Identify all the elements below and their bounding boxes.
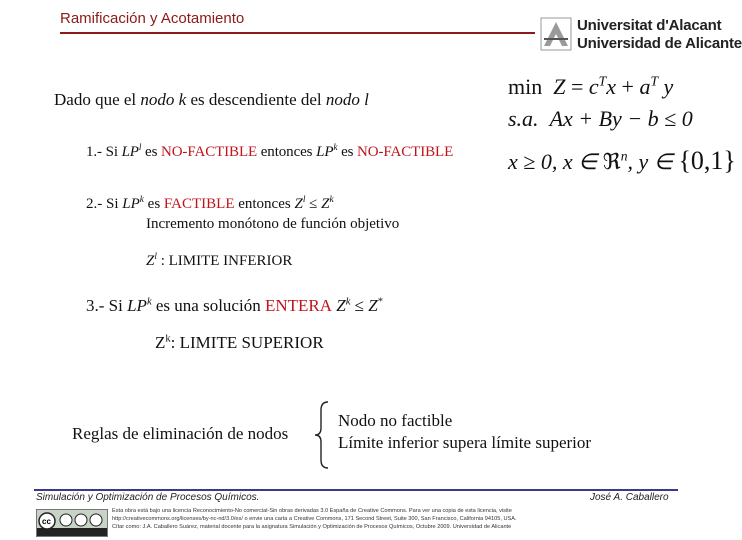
problem-formulation bbox=[508, 72, 736, 182]
sup-k-2: k bbox=[345, 296, 351, 308]
y-var: y bbox=[658, 74, 674, 99]
item3-a: 3.- Si bbox=[86, 296, 128, 315]
left-brace-icon bbox=[312, 400, 332, 470]
upper-bound-text: : LIMITE SUPERIOR bbox=[170, 333, 324, 352]
z-k: Z bbox=[332, 296, 346, 315]
pruning-rule-2: Límite inferior supera límite superior bbox=[338, 433, 592, 452]
infeasible-label-1: NO-FACTIBLE bbox=[160, 144, 258, 160]
objective-var: Z bbox=[553, 74, 566, 99]
min-label: min bbox=[508, 74, 543, 99]
pruning-rule-1: Nodo no factible bbox=[338, 411, 453, 430]
lp-label: LP bbox=[121, 144, 139, 160]
lower-bound-label bbox=[146, 253, 292, 270]
c-var: c bbox=[588, 74, 599, 99]
a-var: a bbox=[639, 74, 651, 99]
subject-to-label: s.a. bbox=[508, 106, 539, 131]
monotone-note: Incremento monótono de función objetivo bbox=[146, 216, 400, 232]
node-k: nodo k bbox=[140, 90, 187, 109]
university-emblem-icon bbox=[541, 18, 571, 50]
rule-item-1 bbox=[86, 144, 453, 161]
sup-l: l bbox=[302, 195, 306, 205]
page-title: Ramificación y Acotamiento bbox=[60, 10, 245, 27]
license-line: Esta obra está bajo una licencia Reconocimiento-No comercial-Sin obras derivadas 3.0 España de Creative Commons. Para ver una copia de esta licencia, visite bbox=[112, 508, 512, 514]
author-name: José A. Caballero bbox=[590, 492, 669, 503]
feasible-label: FACTIBLE bbox=[163, 196, 235, 212]
x-domain: x ≥ 0, x ∈ bbox=[508, 149, 603, 174]
constraint-expr: Ax + By − b ≤ 0 bbox=[549, 106, 693, 131]
binary-set: {0,1} bbox=[678, 146, 736, 175]
course-name: Simulación y Optimización de Procesos Químicos. bbox=[36, 492, 260, 503]
infeasible-label-2: NO-FACTIBLE bbox=[357, 144, 454, 160]
footer-divider bbox=[34, 489, 678, 491]
plus-sign: + bbox=[616, 74, 640, 99]
transpose-2: T bbox=[650, 73, 659, 89]
university-logo bbox=[541, 16, 742, 54]
sup-l: l bbox=[138, 143, 142, 153]
z-var: Z bbox=[155, 333, 166, 352]
logo-line-2: Universidad de Alicante bbox=[577, 35, 742, 52]
sup-k: k bbox=[165, 333, 171, 345]
license-line: http://creativecommons.org/licenses/by-nc-nd/3.0/es/ o envie una carta a Creative Commons, 171 Second Street, Suite 300, San Francisco, California 94105, USA. bbox=[112, 516, 517, 522]
item3-b: es una solución bbox=[151, 296, 265, 315]
eq-sign: = bbox=[565, 74, 589, 99]
item1-a: 1.- Si bbox=[86, 144, 122, 160]
sup-k: k bbox=[333, 143, 338, 153]
reals-symbol: ℜ bbox=[602, 149, 621, 174]
intro-c: es descendiente del bbox=[186, 90, 326, 109]
item2-b: es bbox=[143, 196, 164, 212]
rule-item-2 bbox=[86, 196, 334, 213]
x-var: x bbox=[606, 74, 617, 99]
le-sign: ≤ bbox=[305, 196, 322, 212]
item1-c: entonces bbox=[257, 144, 317, 160]
sup-k: k bbox=[139, 195, 144, 205]
license-line: Cítar como: J.A. Caballero Suárez, material docente para la asignatura Simulación y Optimización de Procesos Químicos, Octubre 2009. Universidad de Alicante bbox=[112, 524, 512, 530]
z-k: Z bbox=[321, 196, 330, 212]
svg-text:cc: cc bbox=[42, 517, 51, 526]
rule-item-3 bbox=[86, 296, 383, 316]
intro-text bbox=[54, 90, 369, 110]
z-l: Z bbox=[294, 196, 303, 212]
z-star: Z bbox=[368, 296, 378, 315]
sup-l: l bbox=[154, 252, 157, 262]
integer-label: ENTERA bbox=[264, 296, 332, 315]
intro-a: Dado que el bbox=[54, 90, 141, 109]
node-l: nodo l bbox=[325, 90, 369, 109]
item2-a: 2.- Si bbox=[86, 196, 123, 212]
dimension-n: n bbox=[620, 148, 628, 164]
lp-label-2: LP bbox=[316, 144, 334, 160]
creative-commons-badge-icon[interactable] bbox=[36, 509, 108, 537]
objective-line bbox=[508, 74, 673, 100]
license-notice bbox=[112, 507, 677, 531]
logo-line-1: Universitat d'Alacant bbox=[577, 17, 722, 34]
z-var: Z bbox=[146, 253, 155, 269]
lower-bound-text: : LIMITE INFERIOR bbox=[156, 253, 293, 269]
domain-line bbox=[508, 146, 736, 176]
pruning-rules-label: Reglas de eliminación de nodos bbox=[72, 424, 289, 443]
constraint-line bbox=[508, 106, 693, 132]
lp-label: LP bbox=[127, 296, 147, 315]
item1-d: es bbox=[337, 144, 358, 160]
star-symbol: * bbox=[377, 296, 383, 308]
sup-k-2: k bbox=[329, 195, 334, 205]
lp-label: LP bbox=[122, 196, 140, 212]
le-sign: ≤ bbox=[350, 296, 369, 315]
upper-bound-label bbox=[155, 333, 324, 353]
item2-c: entonces bbox=[234, 196, 295, 212]
transpose-1: T bbox=[598, 73, 607, 89]
y-domain: , y ∈ bbox=[627, 149, 679, 174]
item1-b: es bbox=[141, 144, 161, 160]
sup-k: k bbox=[146, 296, 152, 308]
header-divider bbox=[60, 32, 535, 34]
